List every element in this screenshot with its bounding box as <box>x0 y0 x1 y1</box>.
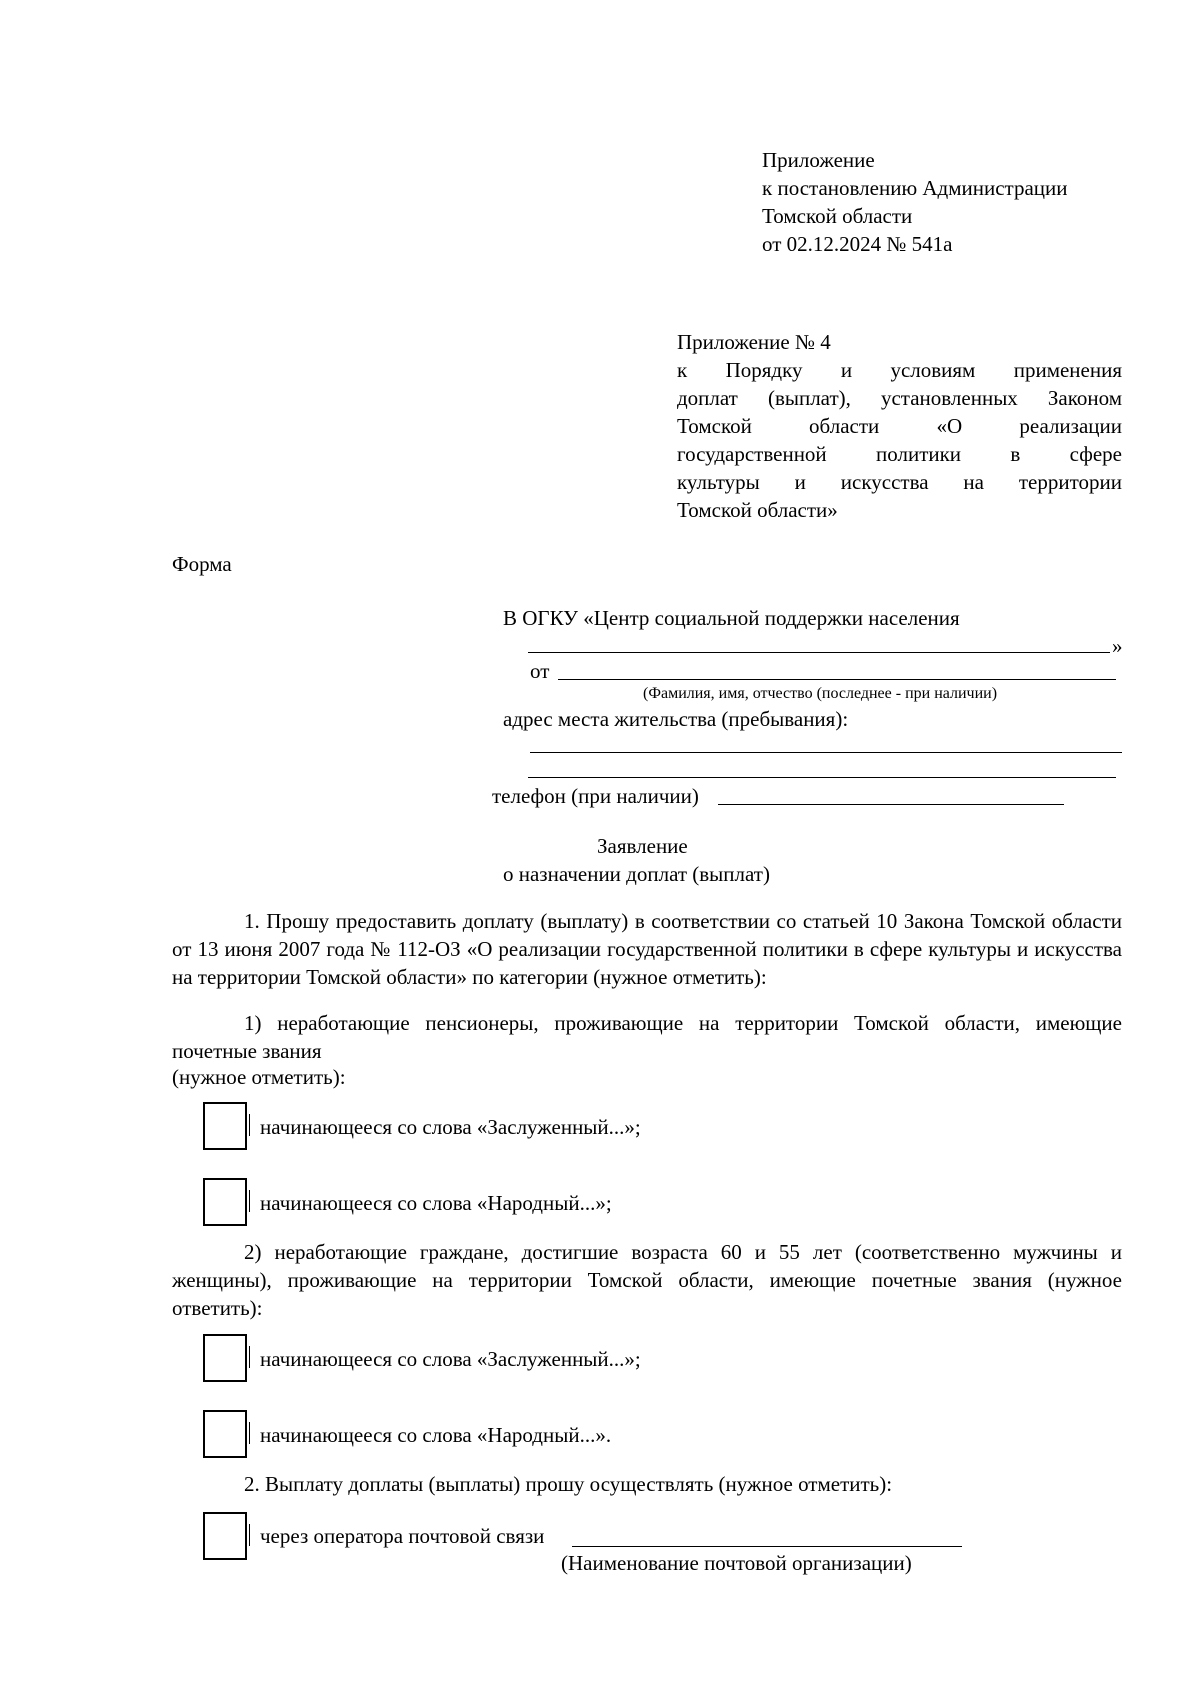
item-2-option-zasluzhenny-checkbox[interactable] <box>203 1334 247 1382</box>
paragraph-2: 2. Выплату доплаты (выплаты) прошу осуществлять (нужное отметить): <box>244 1472 893 1496</box>
paragraph-1: 1. Прошу предоставить доплату (выплату) в соответствии со статьей 10 Закона Томской области от 13 июня 2007 года № 112-ОЗ «О реализации государственной политики в сфере культуры и искусства на территории Томской области» по категории (нужное отметить): <box>172 909 1122 989</box>
payment-postal-label: через оператора почтовой связи <box>260 1524 545 1548</box>
addressee-closing-quote: » <box>1112 634 1123 658</box>
address-label: адрес места жительства (пребывания): <box>503 707 849 731</box>
item-2-text: 2) неработающие граждане, достигшие возраста 60 и 55 лет (соответственно мужчины и женщины), проживающие на территории Томской области, имеющие почетные звания (нужное ответить): <box>172 1240 1122 1320</box>
fio-caption: (Фамилия, имя, отчество (последнее - при наличии) <box>643 685 998 702</box>
header-appendix <box>762 146 1122 258</box>
appendix4-last-line: Томской области» <box>677 498 838 522</box>
appendix4-block <box>677 328 1122 524</box>
address-field-line2[interactable] <box>528 777 1116 778</box>
appendix4-line: культуры и искусства на территории <box>677 470 1122 494</box>
statement-title <box>172 832 1122 888</box>
postal-organization-caption: (Наименование почтовой организации) <box>561 1551 912 1575</box>
header-appendix-line3: Томской области <box>762 204 913 228</box>
form-label: Форма <box>172 552 232 576</box>
appendix4-line: Томской области «О реализации <box>677 414 1122 438</box>
item-2-option-narodny-checkbox[interactable] <box>203 1410 247 1458</box>
item-2-option-zasluzhenny-label: начинающееся со слова «Заслуженный...»; <box>260 1347 641 1371</box>
header-appendix-line2: к постановлению Администрации <box>762 176 1068 200</box>
postal-organization-field[interactable] <box>572 1546 962 1547</box>
item-1-option-zasluzhenny-checkbox[interactable] <box>203 1102 247 1150</box>
item-1-option-zasluzhenny-label: начинающееся со слова «Заслуженный...»; <box>260 1115 641 1139</box>
header-appendix-line1: Приложение <box>762 148 875 172</box>
statement-title-line2: о назначении доплат (выплат) <box>503 862 770 886</box>
item-1-option-narodny-checkbox[interactable] <box>203 1178 247 1226</box>
addressee-to-line: В ОГКУ «Центр социальной поддержки населения <box>503 606 960 630</box>
appendix4-line: к Порядку и условиям применения <box>677 358 1122 382</box>
address-field-line1[interactable] <box>530 752 1122 753</box>
from-label: от <box>530 659 550 683</box>
item-1-text: 1) неработающие пенсионеры, проживающие на территории Томской области, имеющие почетные звания <box>172 1011 1122 1063</box>
addressee-center-blank[interactable] <box>528 652 1110 653</box>
appendix4-title: Приложение № 4 <box>677 330 831 354</box>
item-1-note: (нужное отметить): <box>172 1065 346 1089</box>
item-1-option-narodny-label: начинающееся со слова «Народный...»; <box>260 1191 612 1215</box>
appendix4-line: государственной политики в сфере <box>677 442 1122 466</box>
item-2-option-narodny-label: начинающееся со слова «Народный...». <box>260 1423 612 1447</box>
from-name-field[interactable] <box>558 679 1116 680</box>
payment-postal-checkbox[interactable] <box>203 1512 247 1560</box>
appendix4-line: доплат (выплат), установленных Законом <box>677 386 1122 410</box>
phone-label: телефон (при наличии) <box>492 784 699 808</box>
statement-title-line1: Заявление <box>597 834 688 858</box>
header-appendix-line4: от 02.12.2024 № 541а <box>762 232 953 256</box>
phone-field[interactable] <box>718 804 1064 805</box>
